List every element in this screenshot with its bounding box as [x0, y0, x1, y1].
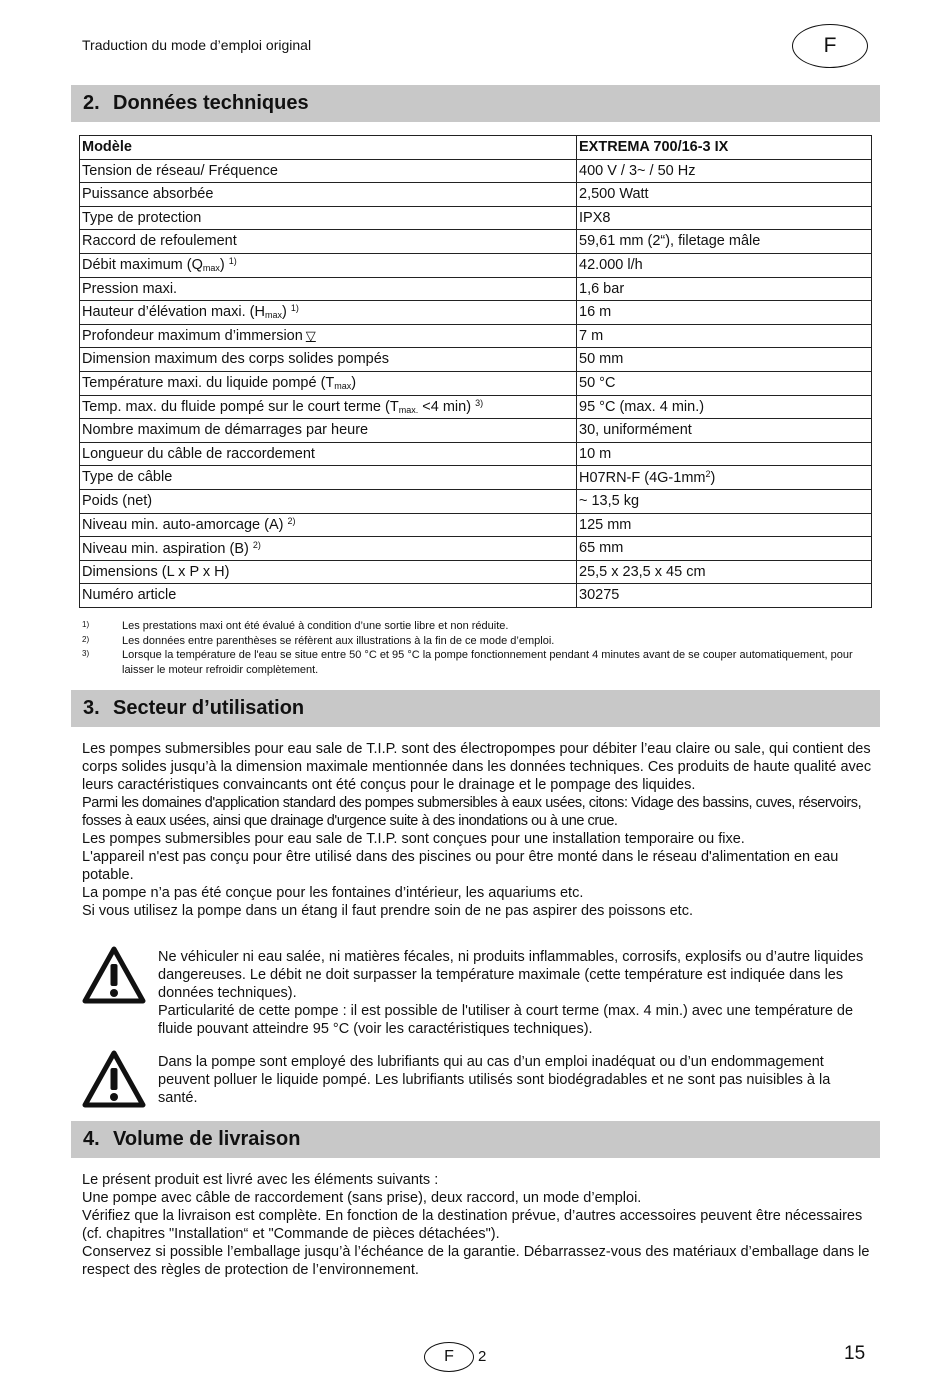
spec-label-text: Dimensions (L x P x H) — [82, 563, 230, 580]
spec-label — [80, 513, 577, 537]
spec-label-text: Raccord de refoulement — [82, 233, 237, 250]
spec-label-text: <4 min) — [418, 398, 472, 415]
spec-value — [577, 206, 872, 230]
paragraph: Parmi les domaines d'application standard des pompes submersibles à eaux usées, citons: Vidage des bassins, cuves, réservoirs, fosses à eaux usées, ainsi que drainage d'urgence suite à des inondations ou à une crue. — [82, 795, 862, 829]
paragraph: Vérifiez que la livraison est complète. En fonction de la destination prévue, d’autres accessoires peuvent être nécessaires (cf. chapitres "Installation“ et "Commande de pièces détachées"). — [82, 1208, 863, 1242]
spec-label-text: Niveau min. auto-amorcage (A) — [82, 517, 284, 534]
spec-label — [80, 348, 577, 372]
spec-value — [577, 466, 872, 490]
paragraph: Dans la pompe sont employé des lubrifiants qui au cas d’un emploi inadéquat ou d’un endommagement peuvent polluer le liquide pompé. Les lubrifiants utilisés sont biodégradables et ne sont pas nuisibles à la santé. — [158, 1054, 831, 1106]
spec-value-text: H07RN-F (4G-1mm — [579, 469, 706, 486]
footnotes — [82, 619, 862, 677]
spec-value — [577, 324, 872, 348]
spec-label-subscript: max. — [398, 404, 419, 415]
table-row — [80, 419, 872, 443]
table-row — [80, 324, 872, 348]
spec-label — [80, 230, 577, 254]
spec-label — [80, 560, 577, 584]
footnote — [82, 634, 862, 649]
spec-label-text: Puissance absorbée — [82, 186, 214, 203]
footnote-mark: 3) — [82, 649, 90, 658]
spec-label — [80, 183, 577, 207]
paragraph: Ne véhiculer ni eau salée, ni matières fécales, ni produits inflammables, corrosifs, explosifs ou d’autre liquides dangereuses. Le débit ne doit surpasser la température maximale (cette température est indiquée dans les données techniques). — [158, 949, 864, 1001]
spec-label-text: Hauteur d’élévation maxi. (H — [82, 304, 265, 321]
footnote — [82, 619, 862, 634]
spec-label — [80, 537, 577, 561]
spec-value — [577, 513, 872, 537]
spec-value — [577, 419, 872, 443]
spec-label-text: Pression maxi. — [82, 280, 178, 297]
spec-label — [80, 206, 577, 230]
paragraph: L'appareil n'est pas conçu pour être utilisé dans des piscines ou pour être monté dans le réseau d'alimentation en eau potable. — [82, 849, 839, 883]
spec-label-text: Type de protection — [82, 209, 202, 226]
footnote-ref: 1) — [228, 256, 237, 267]
spec-label-text: ) — [281, 304, 287, 321]
immersion-depth-icon: ▽ — [305, 327, 316, 343]
spec-value-text: 25,5 x 23,5 x 45 cm — [579, 563, 706, 580]
table-row — [80, 277, 872, 301]
spec-label — [80, 371, 577, 395]
spec-value-text: 42.000 l/h — [579, 257, 643, 274]
warning-triangle-icon — [82, 946, 146, 1004]
table-row — [80, 395, 872, 419]
spec-value — [577, 277, 872, 301]
spec-value-superscript: 2 — [705, 468, 711, 479]
spec-value — [577, 395, 872, 419]
spec-value-text: 16 m — [579, 304, 612, 321]
spec-value-text: 30275 — [579, 587, 620, 604]
header-text: Traduction du mode d’emploi original — [82, 37, 312, 53]
table-row — [80, 560, 872, 584]
table-row — [80, 466, 872, 490]
spec-label — [80, 324, 577, 348]
spec-value-text: EXTREMA 700/16-3 IX — [579, 139, 729, 156]
table-row — [80, 537, 872, 561]
section-header-delivery — [71, 1121, 880, 1158]
spec-label-subscript: max — [334, 380, 352, 391]
warning-triangle-icon — [82, 1050, 146, 1108]
spec-label — [80, 253, 577, 277]
technical-data-table — [79, 135, 872, 608]
section-title: Données techniques — [113, 92, 309, 114]
paragraph: Le présent produit est livré avec les éléments suivants : — [82, 1172, 439, 1188]
spec-value — [577, 537, 872, 561]
spec-value-text: 10 m — [579, 445, 612, 462]
spec-label — [80, 489, 577, 513]
table-row — [80, 489, 872, 513]
table-row — [80, 442, 872, 466]
delivery-text — [82, 1171, 872, 1279]
footnote-text: Les données entre parenthèses se réfèrent aux illustrations à la fin de ce mode d’emploi. — [122, 634, 555, 647]
spec-label — [80, 466, 577, 490]
footnote-ref: 2) — [252, 539, 261, 550]
paragraph: Si vous utilisez la pompe dans un étang il faut prendre soin de ne pas aspirer des poissons etc. — [82, 903, 693, 919]
spec-label-subscript: max — [202, 263, 220, 274]
warning-text-1 — [158, 948, 870, 1038]
spec-label-text: Nombre maximum de démarrages par heure — [82, 422, 369, 439]
spec-label — [80, 442, 577, 466]
paragraph: Les pompes submersibles pour eau sale de T.I.P. sont conçues pour une installation temporaire ou fixe. — [82, 831, 745, 847]
table-row — [80, 584, 872, 608]
section-title: Volume de livraison — [113, 1128, 301, 1150]
footnote — [82, 648, 862, 677]
paragraph: Conservez si possible l’emballage jusqu’à l’échéance de la garantie. Débarrassez-vous des matériaux d’emballage dans le respect des règles de protection de l’environnement. — [82, 1244, 870, 1278]
spec-label-text: Modèle — [82, 139, 132, 156]
footer-language-badge — [424, 1342, 474, 1372]
table-row — [80, 371, 872, 395]
table-row — [80, 253, 872, 277]
table-row — [80, 513, 872, 537]
footnote-text: Lorsque la température de l'eau se situe entre 50 °C et 95 °C la pompe fonctionnement pendant 4 minutes avant de se couper automatiquement, pour laisser le moteur refroidir complètement. — [122, 649, 853, 676]
paragraph: La pompe n’a pas été conçue pour les fontaines d’intérieur, les aquariums etc. — [82, 885, 584, 901]
spec-value — [577, 560, 872, 584]
table-row — [80, 136, 872, 160]
spec-value — [577, 442, 872, 466]
paragraph: Une pompe avec câble de raccordement (sans prise), deux raccord, un mode d’emploi. — [82, 1190, 642, 1206]
footer-badge-label: F — [444, 1348, 454, 1365]
table-row — [80, 301, 872, 325]
spec-label-text: Dimension maximum des corps solides pompés — [82, 351, 390, 368]
table-row — [80, 159, 872, 183]
spec-label-text: Longueur du câble de raccordement — [82, 445, 315, 462]
paragraph: Particularité de cette pompe : il est possible de l'utiliser à court terme (max. 4 min.) avec une température de fluide pouvant atteindre 95 °C (voir les caractéristiques techniques). — [158, 1003, 854, 1037]
spec-value — [577, 136, 872, 160]
spec-value-text: 59,61 mm (2“), filetage mâle — [579, 233, 761, 250]
spec-label-text: Temp. max. du fluide pompé sur le court terme (T — [82, 398, 399, 415]
spec-label — [80, 584, 577, 608]
footnote-ref: 2) — [287, 516, 296, 527]
spec-label-text: ) — [351, 374, 357, 391]
footer-sub-number: 2 — [478, 1348, 487, 1365]
table-row — [80, 348, 872, 372]
spec-label-text: Profondeur maximum d’immersion — [82, 327, 303, 344]
spec-value-text: 400 V / 3~ / 50 Hz — [579, 162, 696, 179]
spec-label-text: Tension de réseau/ Fréquence — [82, 162, 278, 179]
spec-value — [577, 489, 872, 513]
table-row — [80, 183, 872, 207]
spec-label-text: Poids (net) — [82, 492, 153, 509]
spec-value-text: 95 °C (max. 4 min.) — [579, 398, 705, 415]
spec-value — [577, 183, 872, 207]
spec-value-text: 30, uniformément — [579, 422, 692, 439]
paragraph: Les pompes submersibles pour eau sale de T.I.P. sont des électropompes pour débiter l’eau claire ou sale, qui contient des corps solides jusqu’à la dimension maximale mentionnée dans les données techniques. Ces produits de haute qualité avec leurs caractéristiques convaincants ont été conçus pour le drainage et le pompage des liquides. — [82, 741, 872, 793]
spec-label-text: Température maxi. du liquide pompé (T — [82, 374, 335, 391]
spec-label-subscript: max — [264, 310, 282, 321]
spec-label-text: Numéro article — [82, 587, 177, 604]
spec-value-text: IPX8 — [579, 209, 611, 226]
language-badge-label: F — [823, 34, 837, 57]
table-row — [80, 230, 872, 254]
spec-label-text: Type de câble — [82, 469, 173, 486]
spec-label — [80, 159, 577, 183]
spec-value — [577, 253, 872, 277]
section-header-technical-data — [71, 85, 880, 122]
spec-value — [577, 584, 872, 608]
section-number: 3. — [83, 697, 100, 719]
spec-value — [577, 301, 872, 325]
usage-text — [82, 740, 872, 920]
language-badge — [792, 24, 868, 68]
table-row — [80, 206, 872, 230]
spec-value — [577, 348, 872, 372]
footnote-ref: 3) — [475, 397, 484, 408]
spec-value-text: 1,6 bar — [579, 280, 625, 297]
spec-label-text: Niveau min. aspiration (B) — [82, 540, 249, 557]
footnote-mark: 1) — [82, 620, 90, 629]
footnote-ref: 1) — [290, 303, 299, 314]
section-number: 2. — [83, 92, 100, 114]
section-header-usage — [71, 690, 880, 727]
spec-value-text: 7 m — [579, 327, 604, 344]
footnote-text: Les prestations maxi ont été évalué à condition d’une sortie libre et non réduite. — [122, 620, 509, 632]
spec-value — [577, 159, 872, 183]
spec-value-text: 50 mm — [579, 351, 624, 368]
spec-label-text: ) — [219, 257, 225, 274]
spec-value-text: ) — [710, 469, 716, 486]
spec-label — [80, 301, 577, 325]
section-number: 4. — [83, 1128, 100, 1150]
spec-value-text: 50 °C — [579, 374, 616, 391]
spec-value-text: ~ 13,5 kg — [579, 492, 640, 509]
spec-label-text: Débit maximum (Q — [82, 257, 203, 274]
spec-value-text: 2,500 Watt — [579, 186, 649, 203]
spec-label — [80, 395, 577, 419]
footnote-mark: 2) — [82, 634, 90, 644]
spec-value-text: 65 mm — [579, 540, 624, 557]
section-title: Secteur d’utilisation — [113, 697, 305, 719]
spec-value-text: 125 mm — [579, 516, 632, 533]
warning-text-2 — [158, 1053, 870, 1107]
spec-value — [577, 230, 872, 254]
spec-label — [80, 136, 577, 160]
page-number: 15 — [844, 1343, 866, 1364]
spec-label — [80, 419, 577, 443]
spec-value — [577, 371, 872, 395]
spec-label — [80, 277, 577, 301]
